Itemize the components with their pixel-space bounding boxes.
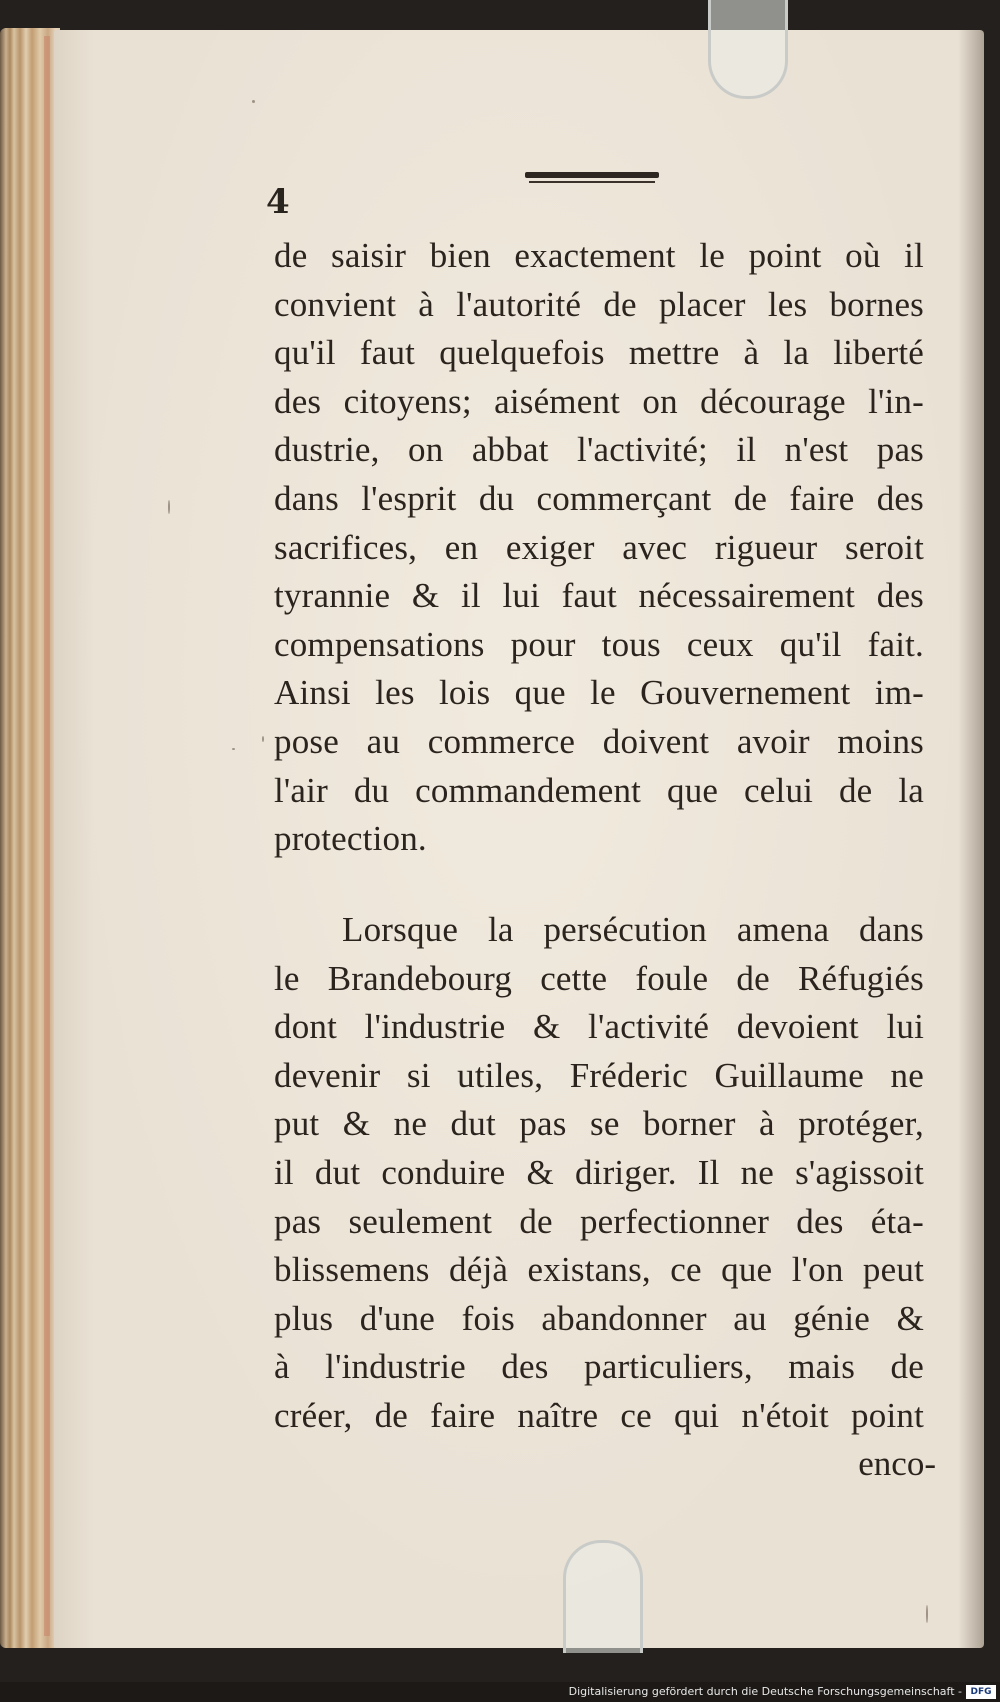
gutter-shadow	[958, 30, 984, 1648]
text-line: de saisir bien exactement le point où il	[274, 236, 924, 275]
text-line: dont l'industrie & l'activité devoient lui	[274, 1007, 924, 1047]
text-line: dans l'esprit du commerçant de faire des	[274, 478, 924, 518]
thin-rule	[529, 181, 655, 183]
digitization-credit: Digitalisierung gefördert durch die Deutsche Forschungsgemeinschaft -	[568, 1685, 962, 1698]
paper-speck	[232, 748, 235, 750]
text-line: blissemens déjà existans, ce que l'on peut	[274, 1250, 924, 1290]
text-line: dustrie, on abbat l'activité; il n'est pas	[274, 430, 924, 470]
dfg-logo-icon: DFG	[966, 1685, 996, 1699]
text-line-indented: Lorsque la persécution amena dans	[342, 910, 924, 949]
text-line: sacrifices, en exiger avec rigueur seroit	[274, 527, 924, 567]
text-line: plus d'une fois abandonner au génie &	[274, 1298, 924, 1338]
page-number: 4	[266, 182, 290, 222]
text-line: le Brandebourg cette foule de Réfugiés	[274, 958, 924, 998]
text-line: qu'il faut quelquefois mettre à la liberté	[274, 333, 924, 373]
red-page-edge	[44, 36, 50, 1636]
paragraph-2	[274, 906, 924, 1441]
text-line: compensations pour tous ceux qu'il fait.	[274, 624, 924, 664]
text-line: protection.	[274, 819, 427, 859]
thick-rule	[525, 172, 659, 178]
text-line: créer, de faire naître ce qui n'étoit point	[274, 1395, 924, 1435]
text-line: pas seulement de perfectionner des éta-	[274, 1201, 924, 1241]
bottom-page-clip	[563, 1540, 643, 1653]
paper-speck	[252, 100, 255, 103]
book-page-edges	[0, 28, 60, 1648]
top-page-clip	[708, 0, 788, 99]
text-line: l'air du commandement que celui de la	[274, 770, 924, 810]
catchword: enco-	[858, 1444, 936, 1483]
paper-speck	[168, 500, 170, 514]
paper-speck	[926, 1605, 928, 1623]
text-line: pose au commerce doivent avoir moins	[274, 721, 924, 761]
paragraph-1	[274, 232, 924, 864]
text-line: put & ne dut pas se borner à protéger,	[274, 1104, 924, 1144]
text-line: Ainsi les lois que le Gouvernement im-	[274, 673, 924, 713]
text-line: à l'industrie des particuliers, mais de	[274, 1347, 924, 1387]
text-line: des citoyens; aisément on décourage l'in-	[274, 381, 924, 421]
paper-speck	[262, 736, 264, 742]
text-line: devenir si utiles, Fréderic Guillaume ne	[274, 1055, 924, 1095]
text-line: tyrannie & il lui faut nécessairement des	[274, 576, 924, 616]
header-rule-ornament	[525, 172, 659, 186]
text-line: il dut conduire & diriger. Il ne s'agissoit	[274, 1152, 924, 1192]
text-line: convient à l'autorité de placer les bornes	[274, 284, 924, 324]
